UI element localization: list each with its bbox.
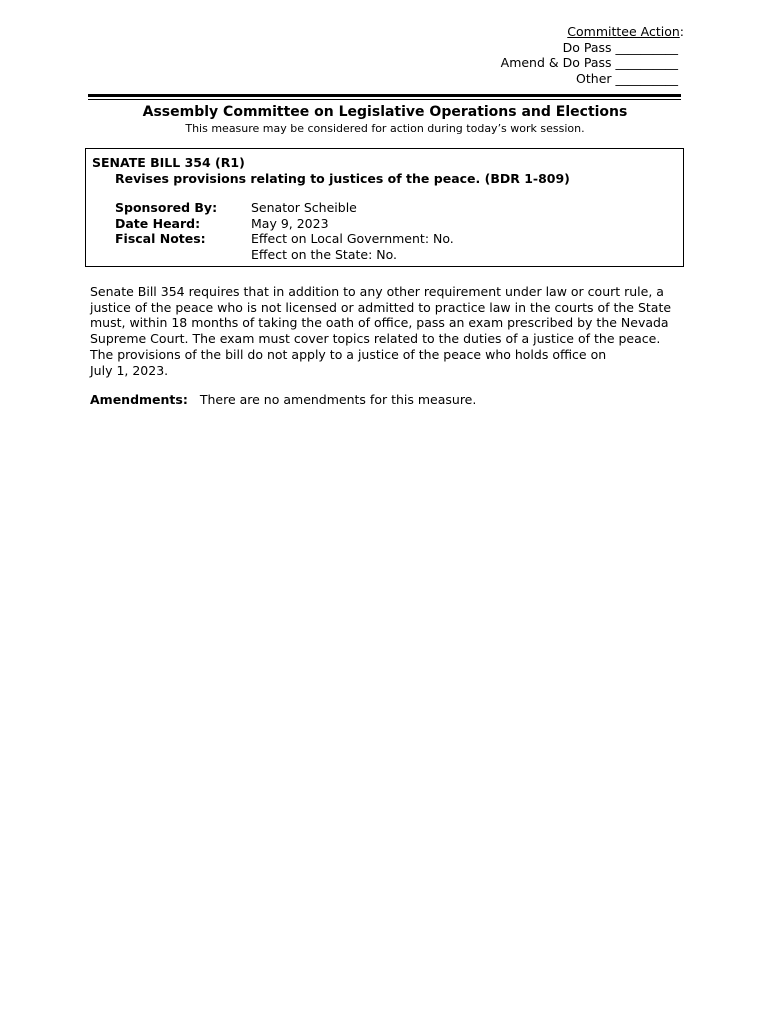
committee-action-colon: :: [679, 24, 684, 39]
amendments-label: Amendments:: [90, 392, 188, 407]
date-heard-value: May 9, 2023: [251, 215, 329, 231]
action-option-other: Other __________: [576, 70, 678, 86]
fiscal-notes-label: Fiscal Notes:: [115, 231, 206, 246]
committee-name: Assembly Committee on Legislative Operations and Elections: [142, 104, 628, 120]
fiscal-notes-row: [115, 231, 454, 247]
action-option-do-pass: Do Pass __________: [562, 39, 678, 55]
sponsor-row: [115, 200, 454, 216]
description-line: July 1, 2023.: [90, 362, 169, 378]
amendments-text: There are no amendments for this measure.: [199, 392, 477, 407]
sponsored-by-value: Senator Scheible: [251, 200, 357, 215]
fiscal-state-row: [115, 247, 454, 263]
work-session-note: This measure may be considered for action during today’s work session.: [185, 122, 585, 135]
description-line: The provisions of the bill do not apply to a justice of the peace who holds office on: [90, 346, 607, 362]
fiscal-local-value: Effect on Local Government: No.: [251, 231, 454, 246]
committee-action-block: [500, 24, 684, 86]
fiscal-state-spacer: [115, 247, 251, 263]
description-line: must, within 18 months of taking the oath of office, pass an exam prescribed by the Nevada: [90, 315, 669, 331]
bill-summary: Revises provisions relating to justices of the peace. (BDR 1-809): [115, 171, 570, 186]
description-line: justice of the peace who is not licensed or admitted to practice law in the courts of the State: [90, 299, 672, 315]
description-line: Senate Bill 354 requires that in addition to any other requirement under law or court rule, a: [90, 284, 664, 299]
bill-description: [90, 284, 690, 378]
header-rule-thick: [88, 94, 681, 97]
date-heard-label: Date Heard:: [115, 215, 201, 231]
bill-details: [115, 200, 454, 262]
committee-action-heading: [501, 24, 684, 40]
header-rule-thin: [88, 99, 681, 100]
fiscal-state-value: Effect on the State: No.: [251, 246, 398, 262]
committee-action-title: Committee Action: [567, 24, 680, 39]
date-heard-row: [115, 216, 454, 232]
amendments-section: [90, 392, 476, 408]
description-line: Supreme Court. The exam must cover topics related to the duties of a justice of the peace.: [90, 331, 661, 347]
sponsored-by-label: Sponsored By:: [115, 200, 218, 215]
bill-id: SENATE BILL 354 (R1): [92, 155, 245, 170]
action-option-amend-do-pass: Amend & Do Pass __________: [500, 55, 678, 70]
bill-info-box: [85, 148, 684, 267]
